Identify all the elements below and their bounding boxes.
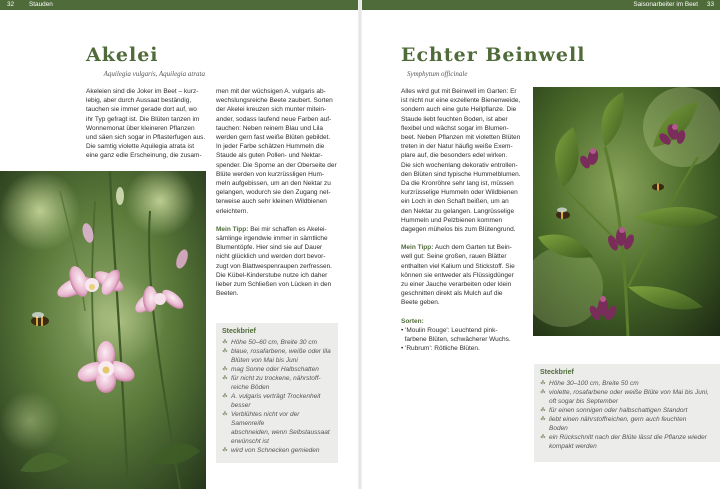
akelei-tip-line: nicht glücklich und werden dort bevor-: [216, 253, 326, 261]
akelei-steckbrief-item: [222, 338, 332, 347]
akelei-steckbrief-item: [222, 428, 332, 437]
beinwell-steckbrief-text: ein Rückschnitt nach der Blüte lässt die Pflanze wieder: [549, 434, 707, 441]
akelei-intro-column: [86, 87, 208, 161]
beinwell-body-line: Staude liebt feuchten Boden, ist aber: [401, 115, 508, 123]
akelei-steckbrief-text: reiche Böden: [231, 384, 270, 391]
left-page-number: 32: [7, 1, 15, 8]
akelei-tip-line: lieber zum Schließen von Lücken in den: [216, 281, 332, 289]
akelei-steckbrief-text: wird von Schnecken gemieden: [231, 447, 320, 454]
akelei-body-line: der Akelei kreuzen sich munter mitein-: [216, 106, 327, 114]
beinwell-tip-line: Auch dem Garten tut Bein-: [433, 244, 512, 252]
akelei-tip-line: Die Kübel-Kinderstube nutze ich daher: [216, 271, 328, 279]
akelei-tip-line: zugt von Blattwespenraupen zerfressen.: [216, 262, 332, 270]
leaf-bullet-icon: ☘: [222, 375, 228, 382]
leaf-bullet-icon: ☘: [540, 389, 546, 396]
akelei-body-line: werden gern fast weiße Blüten gebildet.: [216, 134, 331, 142]
akelei-steckbrief-item: [222, 383, 332, 392]
beinwell-tip-line: zu einer Jauche verarbeiten oder klein: [401, 281, 512, 289]
akelei-body-line: ander, sodass laufend neue Farben auf-: [216, 115, 332, 123]
beinwell-tip-line: geschnitten direkt als Mulch auf die: [401, 290, 503, 298]
beinwell-body-line: flexibel und wächst sogar im Blumen-: [401, 124, 509, 132]
leaf-bullet-icon: ☘: [222, 339, 228, 346]
leaf-bullet-icon: [222, 401, 231, 410]
leaf-bullet-icon: ☘: [540, 380, 546, 387]
akelei-tip-label: Mein Tipp:: [216, 225, 249, 233]
beinwell-body-line: treten in der Natur häufig weiße Exem-: [401, 143, 513, 151]
leaf-bullet-icon: [540, 424, 549, 433]
beinwell-tip-line: well gut: Seine großen, rauen Blätter: [401, 253, 507, 261]
left-section-title: Stauden: [29, 1, 53, 8]
beinwell-steckbrief-item: [540, 406, 714, 415]
right-page-header: [361, 0, 720, 10]
akelei-intro-line: lebig, aber durch Aussaat beständig,: [86, 97, 192, 105]
akelei-steckbrief-text: abschneiden, wenn Selbstaussaat: [231, 429, 330, 436]
akelei-body-line: erleichtern.: [216, 207, 249, 215]
akelei-body-line: meln aufgebissen, um an den Nektar zu: [216, 180, 331, 188]
leaf-bullet-icon: ☘: [222, 447, 228, 454]
beinwell-body-line: beet. Neben Pflanzen mit violetten Blüten: [401, 134, 521, 142]
akelei-tip-line: Bei mir schaffen es Akelei-: [248, 225, 327, 233]
akelei-steckbrief-item: [222, 356, 332, 365]
akelei-body-line: gelangen, wodurch sie den Zugang net-: [216, 189, 331, 197]
akelei-steckbrief-heading: Steckbrief: [222, 328, 256, 335]
akelei-steckbrief-text: erwünscht ist: [231, 438, 269, 445]
akelei-tip-line: Beeten.: [216, 290, 239, 298]
beinwell-steckbrief-item: [540, 433, 714, 442]
beinwell-sorten-item: farbene Blüten, schwächerer Wuchs.: [401, 336, 511, 344]
akelei-body-line: wechslungsreiche Beete zaubert. Sorten: [216, 97, 333, 105]
beinwell-body-line: den Nektar zu gelangen. Langrüsselige: [401, 207, 515, 215]
beinwell-tip-label: Mein Tipp:: [401, 244, 434, 252]
beinwell-sorten-label: Sorten:: [401, 317, 424, 325]
akelei-tip-line: Blumentöpfe. Hier sind sie auf Dauer: [216, 244, 323, 252]
akelei-steckbrief-item: [222, 401, 332, 410]
beinwell-body-line: plare auf, die besonders edel wirken.: [401, 152, 508, 160]
beinwell-steckbrief-text: Höhe 30–100 cm, Breite 50 cm: [549, 380, 639, 387]
beinwell-body-line: Alles wird gut mit Beinwell im Garten: Er: [401, 88, 517, 95]
beinwell-steckbrief-text: Boden: [549, 425, 568, 432]
beinwell-sorten-item: • 'Rubrum': Rötliche Blüten.: [401, 345, 480, 353]
beinwell-tip-line: können sie entweder als Flüssigdünger: [401, 271, 514, 279]
left-page-header: [0, 0, 359, 10]
beinwell-steckbrief-item: [540, 415, 714, 424]
akelei-steckbrief-item: [222, 365, 332, 374]
akelei-body-line: spender. Die Sporne an der Oberseite der: [216, 161, 337, 169]
beinwell-body-line: Die sich wochenlang dekorativ entrollen-: [401, 161, 518, 169]
beinwell-steckbrief-box: [534, 364, 720, 462]
leaf-bullet-icon: [222, 356, 231, 365]
beinwell-tip-line: enthalten viel Kalium und Stickstoff. Sie: [401, 262, 515, 270]
beinwell-body-line: ist nicht nur eine exzellente Bienenweide,: [401, 97, 521, 105]
leaf-bullet-icon: ☘: [222, 348, 228, 355]
akelei-intro-line: und säen sich sogar in Pflasterfugen aus.: [86, 134, 206, 142]
leaf-bullet-icon: [540, 442, 549, 451]
beinwell-steckbrief-item: [540, 388, 714, 397]
akelei-steckbrief-item: [222, 410, 332, 428]
akelei-body-line: Blüte werden von kurzrüssligen Hum-: [216, 170, 325, 178]
leaf-bullet-icon: [540, 397, 549, 406]
beinwell-main-column: [401, 87, 529, 353]
akelei-intro-line: Die samtig violette Aquilegia atrata ist: [86, 143, 195, 151]
right-page-number: 33: [706, 1, 714, 8]
leaf-bullet-icon: ☘: [540, 434, 546, 441]
akelei-tip-first-line: [216, 225, 340, 234]
beinwell-body-line: sondern auch eine gute Heilpflanze. Die: [401, 106, 517, 114]
leaf-bullet-icon: [222, 383, 231, 392]
leaf-bullet-icon: ☘: [222, 411, 228, 418]
beinwell-sorten-item: • 'Moulin Rouge': Leuchtend pink-: [401, 326, 498, 334]
akelei-main-column: [216, 87, 340, 298]
leaf-bullet-icon: ☘: [540, 416, 546, 423]
akelei-photo: [0, 171, 206, 489]
akelei-intro-line: tauchen sie immer gerade dort auf, wo: [86, 106, 197, 114]
akelei-steckbrief-text: Verblühtes nicht vor der Samenreife: [231, 411, 300, 427]
akelei-body-line: Staude als guten Pollen- und Nektar-: [216, 152, 323, 160]
beinwell-body-line: kurzrüsselige Hummeln oder Wildbienen: [401, 189, 518, 197]
beinwell-body-line: Hummeln und Pelzbienen kommen: [401, 216, 503, 224]
beinwell-steckbrief-item: [540, 397, 714, 406]
akelei-steckbrief-text: A. vulgaris verträgt Trockenheit: [231, 393, 321, 400]
akelei-steckbrief-text: mag Sonne oder Halbschatten: [231, 366, 319, 373]
akelei-intro-line: Wonnemonat über kleineren Pflanzen: [86, 124, 195, 132]
beinwell-steckbrief-heading: Steckbrief: [540, 369, 574, 376]
akelei-body-line: men mit der wüchsigen A. vulgaris ab-: [216, 88, 326, 95]
beinwell-body-line: Da die Kronröhre sehr lang ist, müssen: [401, 180, 514, 188]
akelei-steckbrief-item: [222, 437, 332, 446]
beinwell-body-line: den Blüten sind typische Hummelblumen.: [401, 170, 521, 178]
akelei-steckbrief-text: besser: [231, 402, 251, 409]
leaf-bullet-icon: [222, 437, 231, 446]
akelei-intro-line: ihr Typ gefragt ist. Die Blüten tanzen im: [86, 115, 200, 123]
akelei-intro-line: eine ganz edle Erscheinung, die zusam-: [86, 152, 202, 160]
akelei-steckbrief-box: [216, 323, 338, 463]
beinwell-steckbrief-text: oft sogar bis September: [549, 398, 619, 405]
akelei-steckbrief-text: für nicht zu trockene, nährstoff-: [231, 375, 321, 382]
akelei-steckbrief-item: [222, 374, 332, 383]
akelei-latin-name: Aquilegia vulgaris, Aquilegia atrata: [103, 70, 205, 78]
akelei-steckbrief-text: blaue, rosafarbene, weiße oder lila: [231, 348, 331, 355]
akelei-title: Akelei: [86, 44, 159, 66]
book-gutter: [358, 0, 362, 489]
beinwell-steckbrief-item: [540, 442, 714, 451]
akelei-steckbrief-item: [222, 392, 332, 401]
beinwell-latin-name: Symphytum officinale: [407, 70, 468, 78]
beinwell-steckbrief-item: [540, 424, 714, 433]
beinwell-tip-first-line: [401, 243, 529, 252]
beinwell-tip-line: Beete geben.: [401, 299, 440, 307]
akelei-body-line: terweise auch sehr kleinen Wildbienen: [216, 198, 327, 206]
leaf-bullet-icon: ☘: [540, 407, 546, 414]
akelei-steckbrief-item: [222, 347, 332, 356]
akelei-steckbrief-text: Höhe 50–60 cm, Breite 30 cm: [231, 339, 317, 346]
beinwell-title: Echter Beinwell: [401, 44, 586, 66]
beinwell-steckbrief-text: violette, rosafarbene oder weiße Blüte von Mai bis Juni,: [549, 389, 709, 396]
akelei-body-line: tauchen: Neben reinem Blau und Lila: [216, 124, 323, 132]
right-section-title: Saisonarbeiter im Beet: [633, 1, 698, 8]
akelei-tip-line: sämlinge irgendwie immer in sämtliche: [216, 235, 328, 243]
akelei-steckbrief-text: Blüten von Mai bis Juni: [231, 357, 298, 364]
leaf-bullet-icon: ☘: [222, 366, 228, 373]
beinwell-body-line: ein Loch in den Schaft beißen, um an: [401, 198, 509, 206]
beinwell-body-line: dagegen mühelos bis zum Blütengrund.: [401, 226, 516, 234]
beinwell-steckbrief-text: kompakt werden: [549, 443, 597, 450]
akelei-intro-line: Akeleien sind die Joker im Beet – kurz-: [86, 88, 199, 95]
leaf-bullet-icon: ☘: [222, 393, 228, 400]
beinwell-steckbrief-text: für einen sonnigen oder halbschattigen Standort: [549, 407, 688, 414]
beinwell-steckbrief-item: [540, 379, 714, 388]
beinwell-photo: [533, 87, 720, 336]
beinwell-steckbrief-text: liebt einen nährstoffreichen, gern auch feuchten: [549, 416, 687, 423]
akelei-steckbrief-item: [222, 446, 332, 455]
akelei-body-line: In jeder Farbe schätzen Hummeln die: [216, 143, 325, 151]
leaf-bullet-icon: [222, 428, 231, 437]
